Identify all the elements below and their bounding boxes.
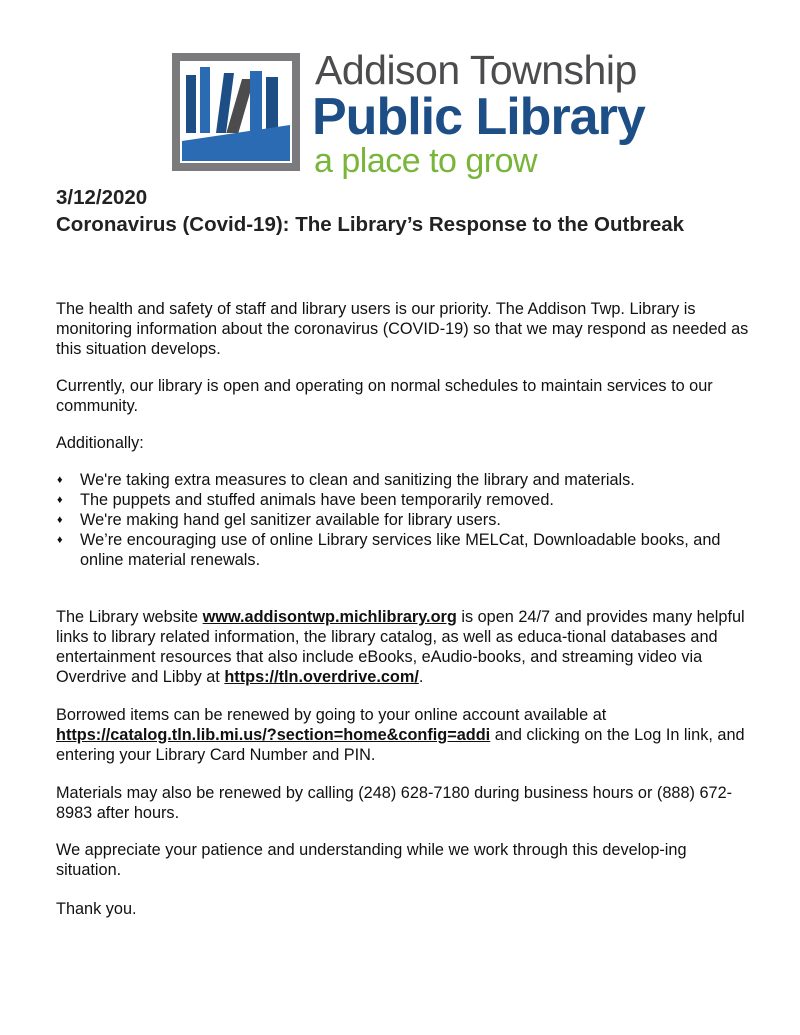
overdrive-link[interactable]: https://tln.overdrive.com/ bbox=[224, 668, 419, 686]
library-logo bbox=[172, 47, 732, 183]
catalog-link[interactable]: https://catalog.tln.lib.mi.us/?section=home&config=addi bbox=[56, 726, 491, 744]
paragraph-renew-online bbox=[56, 705, 756, 765]
books-logo-icon bbox=[172, 53, 300, 171]
renew-text-before: Borrowed items can be renewed by going to your online account available at bbox=[56, 706, 607, 724]
list-item bbox=[56, 490, 756, 510]
paragraph-renew-phone: Materials may also be renewed by calling (248) 628-7180 during business hours or (888) 672-8983 after hours. bbox=[56, 784, 733, 822]
notice-date: 3/12/2020 bbox=[56, 186, 148, 209]
paragraph-appreciate: We appreciate your patience and understanding while we work through this develop-ing situation. bbox=[56, 841, 687, 879]
list-item-text: We’re encouraging use of online Library services like MELCat, Downloadable books, and online material renewals. bbox=[80, 531, 721, 569]
list-item bbox=[56, 470, 756, 490]
list-item-text: We're taking extra measures to clean and sanitizing the library and materials. bbox=[80, 471, 635, 489]
diamond-bullet-icon: ♦ bbox=[57, 534, 63, 546]
paragraph-thanks: Thank you. bbox=[56, 900, 137, 918]
paragraph-additionally: Additionally: bbox=[56, 434, 144, 452]
notice-title: Coronavirus (Covid-19): The Library’s Response to the Outbreak bbox=[56, 213, 685, 236]
website-text-before: The Library website bbox=[56, 608, 203, 626]
diamond-bullet-icon: ♦ bbox=[57, 474, 63, 486]
website-text-middle: is open 24/7 and provides many helpful links to library related information, the library catalog, as well as educa-tional databases and entertainment resources that also include eBooks, eAudio-books, and streaming video via Overdrive and Libby at bbox=[56, 608, 745, 686]
renew-text-after: and clicking on the Log In link, and entering your Library Card Number and PIN. bbox=[56, 726, 745, 764]
logo-line-2: Public Library bbox=[312, 88, 645, 146]
list-item bbox=[56, 510, 756, 530]
paragraph-priority: The health and safety of staff and library users is our priority. The Addison Twp. Library is monitoring information about the coronavirus (COVID-19) so that we may respond as needed as this situation develops. bbox=[56, 300, 749, 358]
list-item-text: We're making hand gel sanitizer available for library users. bbox=[80, 511, 501, 529]
diamond-bullet-icon: ♦ bbox=[57, 514, 63, 526]
paragraph-current-status: Currently, our library is open and operating on normal schedules to maintain services to our community. bbox=[56, 377, 713, 415]
website-text-after: . bbox=[418, 668, 424, 686]
diamond-bullet-icon: ♦ bbox=[57, 494, 63, 506]
logo-line-1: Addison Township bbox=[315, 47, 637, 93]
list-item-text: The puppets and stuffed animals have been temporarily removed. bbox=[80, 491, 554, 509]
library-website-link[interactable]: www.addisontwp.michlibrary.org bbox=[202, 608, 457, 626]
list-item bbox=[56, 530, 756, 570]
paragraph-website bbox=[56, 607, 756, 687]
logo-tagline: a place to grow bbox=[314, 142, 538, 180]
measures-list bbox=[56, 470, 756, 570]
